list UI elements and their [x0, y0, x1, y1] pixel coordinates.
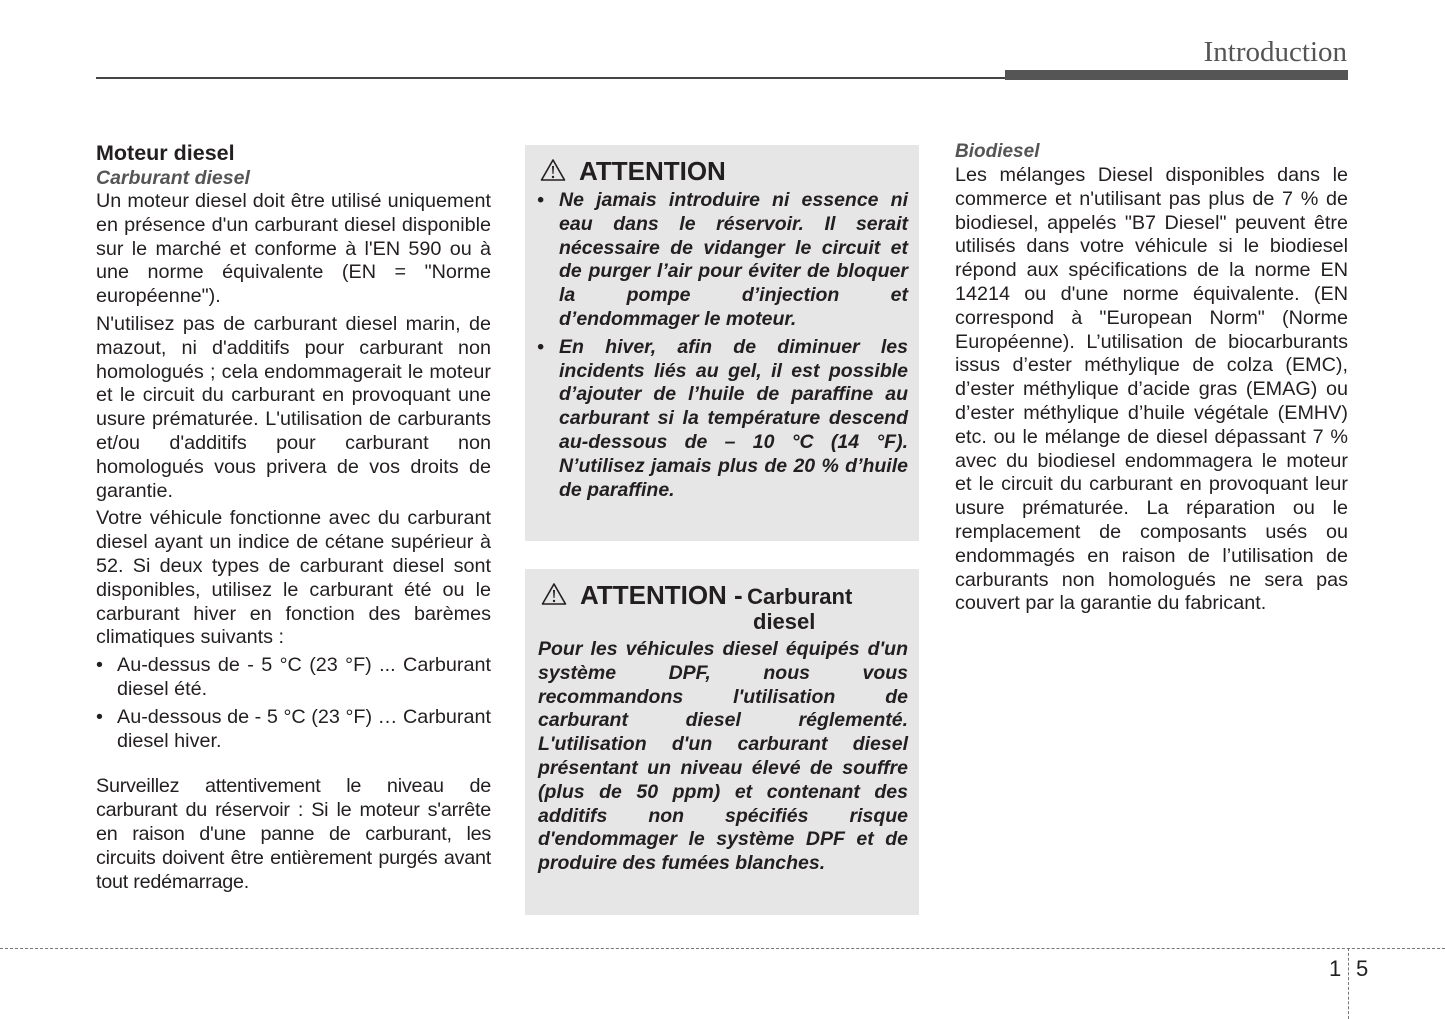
- paragraph: Surveillez attentivement le niveau de carburant du réservoir : Si le moteur s'arrête en raison d'une panne de carburant, les circuits doivent être entièrement purgés avant tout redémarrage.: [96, 775, 491, 893]
- paragraph: Les mélanges Diesel disponibles dans le commerce et n'utilisant pas plus de 7 % de biodiesel, appelés "B7 Diesel" peuvent être utilisés dans votre véhicule si le biodiesel répond aux spécifications de la norme EN 14214 ou d'une norme équivalente. (EN correspond à "European Norm" (Norme Européenne). L’utilisation de biocarburants issus d’ester méthylique de colza (EMC), d’ester méthylique d’acide gras (EMAG) ou d’ester méthylique d’huile végétale (EMHV) etc. ou le mélange de diesel dépassant 7 % avec du biodiesel endommagera le moteur et le circuit du carburant en provoquant leur usure prématurée. La réparation ou le remplacement de composants usés ou endommagés en raison de l’utilisation de carburants non homologués ne sera pas couvert par la garantie du fabricant.: [955, 164, 1348, 615]
- footer-divider: [1348, 948, 1349, 1019]
- attention-title: ATTENTION: [579, 156, 726, 186]
- paragraph: Un moteur diesel doit être utilisé uniquement en présence d'un carburant diesel disponible sur le marché et conforme à l'EN 590 ou à une norme équivalente (EN = "Norme européenne").: [96, 190, 491, 308]
- attention-header: [537, 157, 908, 185]
- header-rule: [96, 77, 1006, 79]
- attention-title: ATTENTION -: [580, 580, 743, 610]
- paragraph: Votre véhicule fonctionne avec du carburant diesel ayant un indice de cétane supérieur à 52. Si deux types de carburant diesel sont disponibles, utilisez le carburant été ou le carburant hiver en fonction des barèmes climatiques suivants :: [96, 507, 491, 649]
- right-column: [955, 140, 1348, 620]
- warning-icon: [540, 158, 566, 182]
- heading-moteur-diesel: Moteur diesel: [96, 141, 235, 165]
- attention-body: Pour les véhicules diesel équipés d'un système DPF, nous vous recommandons l'utilisation de carburant diesel réglementé. L'utilisation d'un carburant diesel présentant un niveau élevé de souffre (plus de 50 ppm) et contenant des additifs non spécifiés risque d'endommager le système DPF et de produire des fumées blanches.: [538, 638, 908, 875]
- subheading-biodiesel: Biodiesel: [955, 141, 1040, 162]
- bullet-list: [96, 654, 491, 753]
- attention-title-line2: diesel: [753, 609, 816, 634]
- attention-fuel-box: [525, 569, 919, 915]
- chapter-number: 1: [1329, 956, 1342, 981]
- list-item: • Au-dessus de - 5 °C (23 °F) ... Carburant diesel été.: [96, 654, 491, 702]
- footer-rule: [0, 948, 1445, 949]
- subheading-carburant-diesel: Carburant diesel: [96, 167, 250, 189]
- page-number: 5: [1356, 956, 1369, 981]
- attention-box: [525, 145, 919, 541]
- list-item: • Ne jamais introduire ni essence ni eau dans le réservoir. Il serait nécessaire de vidanger le circuit et de purger l’air pour éviter de bloquer la pompe d’injection et d’endommager le moteur.: [537, 189, 908, 332]
- section-title: Introduction: [1203, 36, 1347, 68]
- list-item: • En hiver, afin de diminuer les incidents liés au gel, il est possible d’ajouter de l’huile de paraffine au carburant si la température descend au-dessous de – 10 °C (14 °F). N’utilisez jamais plus de 20 % d’huile de paraffine.: [537, 336, 908, 503]
- header-bar: [1005, 70, 1348, 80]
- attention-list: [537, 189, 908, 502]
- attention-header: [538, 581, 908, 634]
- list-item: • Au-dessous de - 5 °C (23 °F) … Carburant diesel hiver.: [96, 706, 491, 754]
- attention-title-sub: Carburant: [747, 584, 853, 609]
- paragraph: N'utilisez pas de carburant diesel marin, de mazout, ni d'additifs pour carburant non homologués ; cela endommagerait le moteur et le circuit du carburant en provoquant une usure prématurée. L'utilisation de carburants et/ou d'additifs pour carburant non homologués vous privera de vos droits de garantie.: [96, 312, 491, 502]
- left-column: [96, 140, 491, 898]
- warning-icon: [541, 582, 567, 606]
